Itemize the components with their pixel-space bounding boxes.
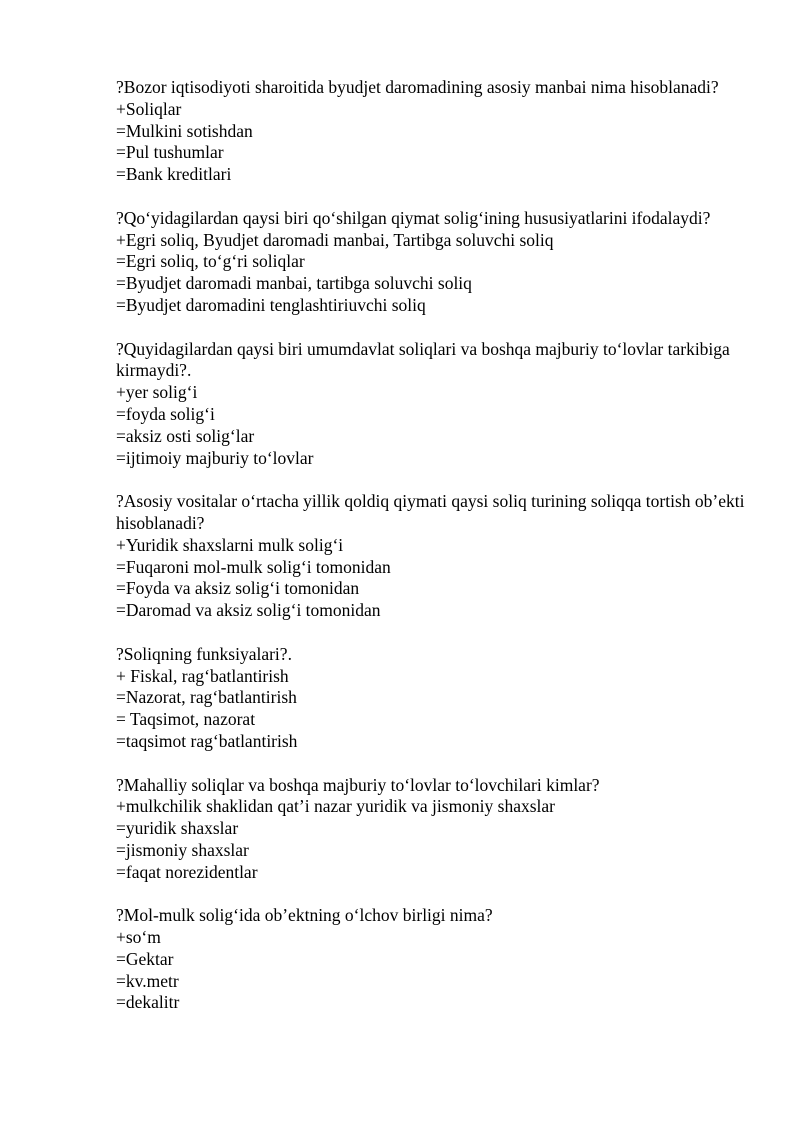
question-text: ?Quyidagilardan qaysi biri umumdavlat soliqlari va boshqa majburiy to‘lovlar tarkibiga kirmaydi?. (116, 338, 730, 381)
answer-option: =Mulkini sotishdan (116, 120, 253, 141)
answer-option: =Pul tushumlar (116, 142, 224, 163)
question-block-1 (116, 77, 756, 186)
answer-option: =aksiz osti solig‘lar (116, 425, 255, 446)
question-block-3 (116, 339, 756, 470)
question-list (116, 77, 756, 1014)
question-block-4 (116, 491, 756, 622)
answer-option: =Daromad va aksiz solig‘i tomonidan (116, 600, 381, 621)
answer-option: =Byudjet daromadini tenglashtiriuvchi soliq (116, 294, 426, 315)
answer-option: =dekalitr (116, 992, 180, 1013)
answer-correct: +mulkchilik shaklidan qat’i nazar yuridik va jismoniy shaxslar (116, 796, 556, 817)
answer-correct: +yer solig‘i (116, 382, 198, 403)
answer-option: =kv.metr (116, 970, 179, 991)
answer-option: =Egri soliq, to‘g‘ri soliqlar (116, 251, 305, 272)
question-text: ?Asosiy vositalar o‘rtacha yillik qoldiq qiymati qaysi soliq turining soliqqa tortish ob’ekti hisoblanadi? (116, 491, 745, 533)
answer-option: =Gektar (116, 948, 174, 969)
answer-option: =Foyda va aksiz solig‘i tomonidan (116, 578, 360, 599)
question-text: ?Mahalliy soliqlar va boshqa majburiy to‘lovlar to‘lovchilari kimlar? (116, 774, 600, 795)
question-text: ?Mol-mulk solig‘ida ob’ektning o‘lchov birligi nima? (116, 905, 493, 926)
answer-correct: +Yuridik shaxslarni mulk solig‘i (116, 534, 344, 555)
question-text: ?Soliqning funksiyalari?. (116, 643, 292, 664)
answer-option: =Nazorat, rag‘batlantirish (116, 687, 297, 708)
answer-correct: + Fiskal, rag‘batlantirish (116, 665, 289, 686)
question-text: ?Qo‘yidagilardan qaysi biri qo‘shilgan qiymat solig‘ining hususiyatlarini ifodalaydi? (116, 207, 711, 228)
answer-correct: +Soliqlar (116, 98, 182, 119)
answer-option: =faqat norezidentlar (116, 861, 258, 882)
answer-option: =yuridik shaxslar (116, 818, 239, 839)
question-block-7 (116, 905, 756, 1014)
answer-correct: +so‘m (116, 927, 161, 948)
answer-option: =Bank kreditlari (116, 164, 232, 185)
question-text: ?Bozor iqtisodiyoti sharoitida byudjet daromadining asosiy manbai nima hisoblanadi? (116, 77, 719, 97)
answer-option: =Byudjet daromadi manbai, tartibga soluvchi soliq (116, 273, 472, 294)
question-block-5 (116, 644, 756, 753)
question-block-2 (116, 208, 756, 317)
answer-option: =ijtimoiy majburiy to‘lovlar (116, 447, 314, 468)
answer-option: =Fuqaroni mol-mulk solig‘i tomonidan (116, 556, 391, 577)
question-block-6 (116, 775, 756, 884)
answer-correct: +Egri soliq, Byudjet daromadi manbai, Tartibga soluvchi soliq (116, 229, 554, 250)
answer-option: =jismoniy shaxslar (116, 839, 249, 860)
answer-option: =taqsimot rag‘batlantirish (116, 730, 298, 751)
answer-option: = Taqsimot, nazorat (116, 709, 256, 730)
answer-option: =foyda solig‘i (116, 403, 215, 424)
